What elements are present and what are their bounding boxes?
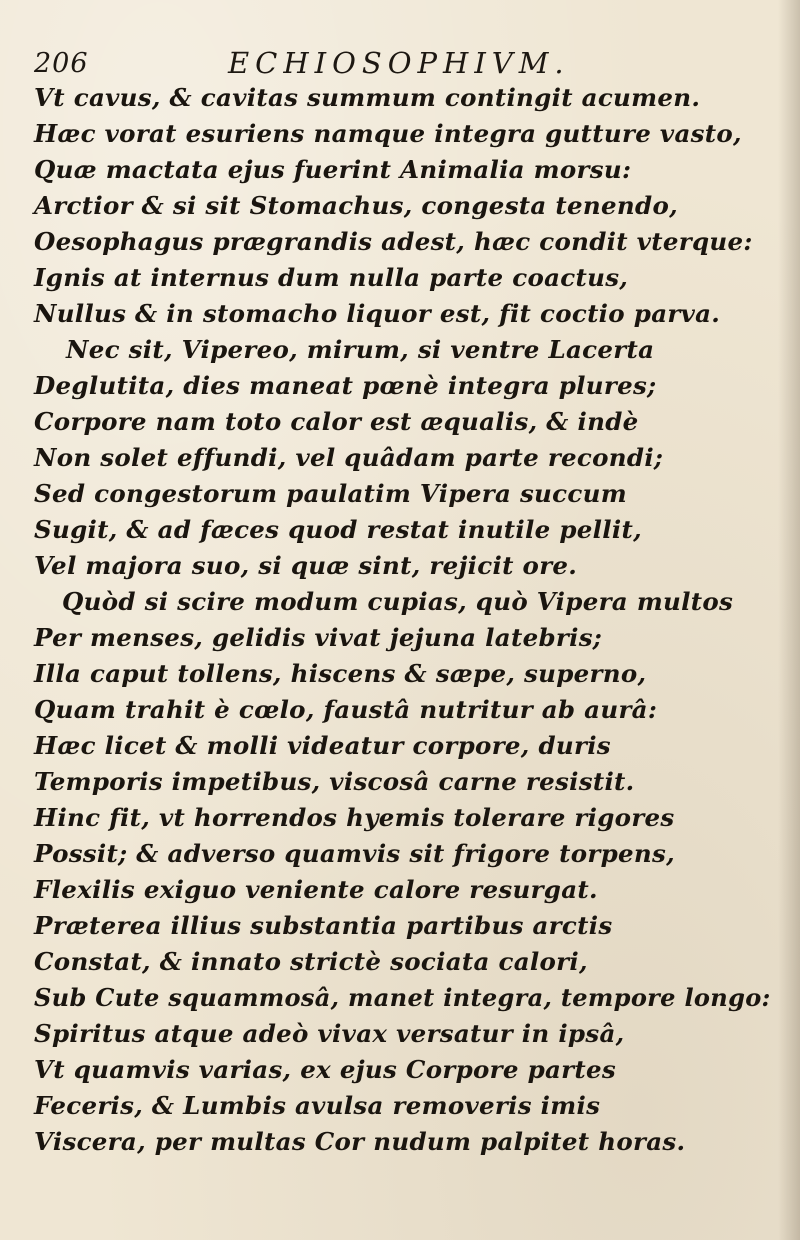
verse-line: Feceris, & Lumbis avulsa removeris imis xyxy=(34,1091,601,1120)
verse-line: Hæc licet & molli videatur corpore, duris xyxy=(34,731,611,760)
verse-line: Sugit, & ad fæces quod restat inutile pellit, xyxy=(34,515,642,544)
running-title: ECHIOSOPHIVM. xyxy=(228,46,570,80)
verse-line: Flexilis exiguo veniente calore resurgat. xyxy=(34,875,598,904)
verse-line: Nullus & in stomacho liquor est, fit coctio parva. xyxy=(34,299,721,328)
verse-line: Sed congestorum paulatim Vipera succum xyxy=(34,479,627,508)
verse-line: Viscera, per multas Cor nudum palpitet horas. xyxy=(34,1127,686,1156)
page-number: 206 xyxy=(34,48,89,79)
verse-line: Quòd si scire modum cupias, quò Vipera multos xyxy=(62,587,734,616)
page-edge-shadow xyxy=(778,0,800,1240)
verse-line: Vt cavus, & cavitas summum contingit acumen. xyxy=(34,83,701,112)
verse-line: Vel majora suo, si quæ sint, rejicit ore. xyxy=(34,551,578,580)
verse-line: Possit; & adverso quamvis sit frigore torpens, xyxy=(34,839,675,868)
verse-line: Oesophagus prægrandis adest, hæc condit vterque: xyxy=(34,227,753,256)
verse-line: Præterea illius substantia partibus arctis xyxy=(34,911,613,940)
verse-line: Quæ mactata ejus fuerint Animalia morsu: xyxy=(34,155,632,184)
verse-line: Nec sit, Vipereo, mirum, si ventre Lacerta xyxy=(66,335,655,364)
verse-line: Non solet effundi, vel quâdam parte recondi; xyxy=(34,443,664,472)
verse-line: Sub Cute squammosâ, manet integra, tempore longo: xyxy=(34,983,771,1012)
verse-line: Deglutita, dies maneat pœnè integra plures; xyxy=(34,371,657,400)
verse-line: Quam trahit è cœlo, faustâ nutritur ab aurâ: xyxy=(34,695,658,724)
verse-line: Spiritus atque adeò vivax versatur in ipsâ, xyxy=(34,1019,625,1048)
verse-line: Illa caput tollens, hiscens & sæpe, superno, xyxy=(34,659,647,688)
verse-line: Per menses, gelidis vivat jejuna latebris; xyxy=(34,623,603,652)
page-header xyxy=(34,44,754,84)
verse-line: Constat, & innato strictè sociata calori, xyxy=(34,947,588,976)
verse-line: Hæc vorat esuriens namque integra gutture vasto, xyxy=(34,119,742,148)
verse-line: Hinc fit, vt horrendos hyemis tolerare rigores xyxy=(34,803,675,832)
verse-line: Corpore nam toto calor est æqualis, & indè xyxy=(34,407,639,436)
verse-line: Ignis at internus dum nulla parte coactus, xyxy=(34,263,629,292)
verse-line: Arctior & si sit Stomachus, congesta tenendo, xyxy=(34,191,678,220)
verse-line: Vt quamvis varias, ex ejus Corpore partes xyxy=(34,1055,616,1084)
verse-line: Temporis impetibus, viscosâ carne resistit. xyxy=(34,767,635,796)
